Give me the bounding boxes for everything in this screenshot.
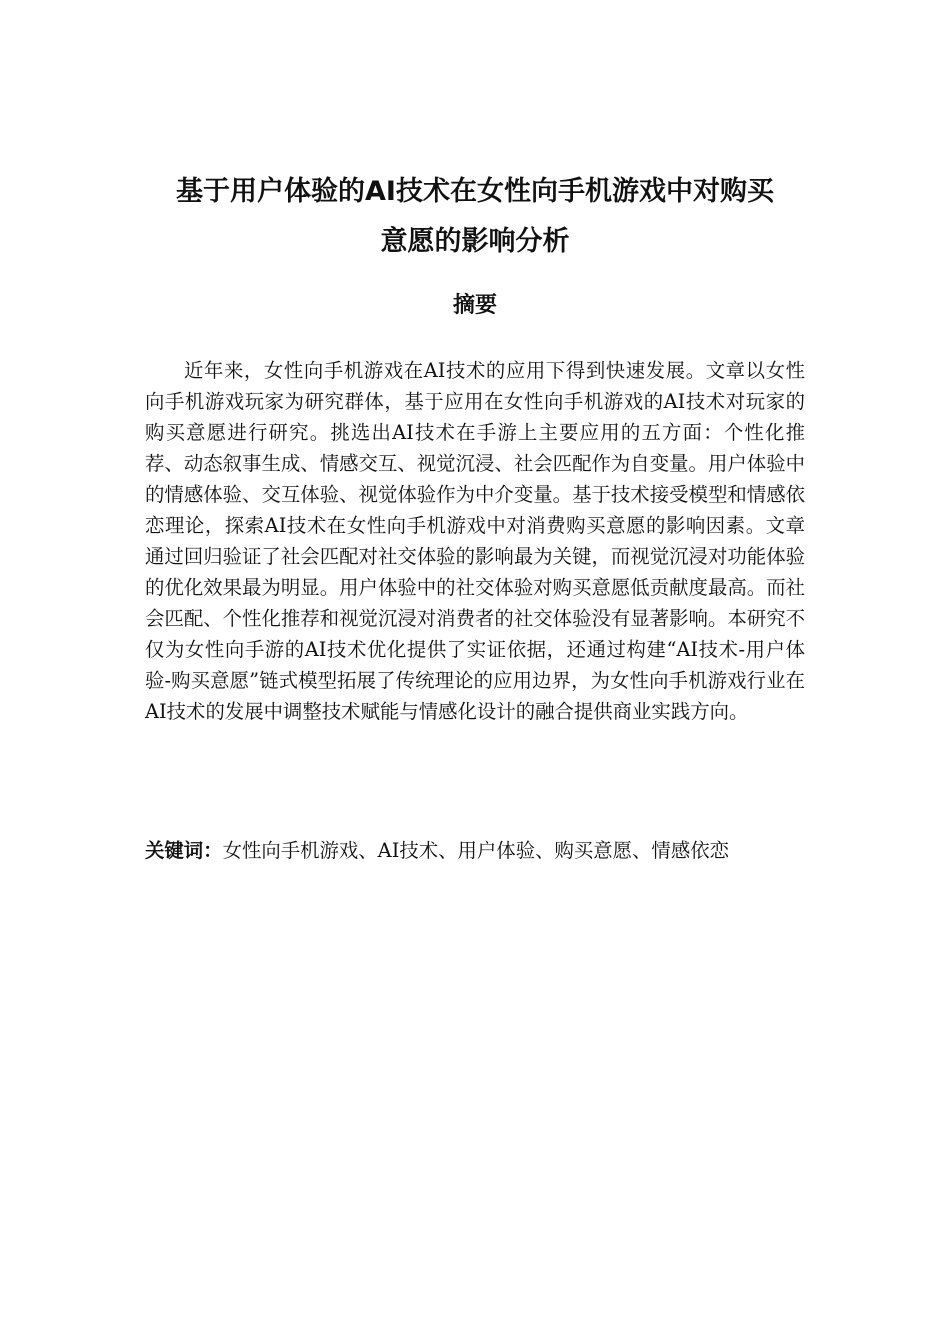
keywords-text: 女性向手机游戏、AI技术、用户体验、购买意愿、情感依恋 [222,839,729,862]
paper-title-line-2: 意愿的影响分析 [380,226,570,257]
abstract-paragraph: 近年来，女性向手机游戏在AI技术的应用下得到快速发展。文章以女性向手机游戏玩家为研究群体，基于应用在女性向手机游戏的AI技术对玩家的购买意愿进行研究。挑选出AI技术在手游上主要应用的五方面：个性化推荐、动态叙事生成、情感交互、视觉沉浸、社会匹配作为自变量。用户体验中的情感体验、交互体验、视觉体验作为中介变量。基于技术接受模型和情感依恋理论，探索AI技术在女性向手机游戏中对消费购买意愿的影响因素。文章通过回归验证了社会匹配对社交体验的影响最为关键，而视觉沉浸对功能体验的优化效果最为明显。用户体验中的社交体验对购买意愿低贡献度最高。而社会匹配、个性化推荐和视觉沉浸对消费者的社交体验没有显著影响。本研究不仅为女性向手游的AI技术优化提供了实证依据，还通过构建“AI技术-用户体验-购买意愿”链式模型拓展了传统理论的应用边界，为女性向手机游戏行业在AI技术的发展中调整技术赋能与情感化设计的融合提供商业实践方向。 [145,359,805,723]
keywords-paragraph [145,835,805,866]
paper-title-line-1: 基于用户体验的AI技术在女性向手机游戏中对购买 [176,176,774,207]
abstract-heading: 摘要 [452,293,497,318]
keywords-label: 关键词： [145,839,223,862]
